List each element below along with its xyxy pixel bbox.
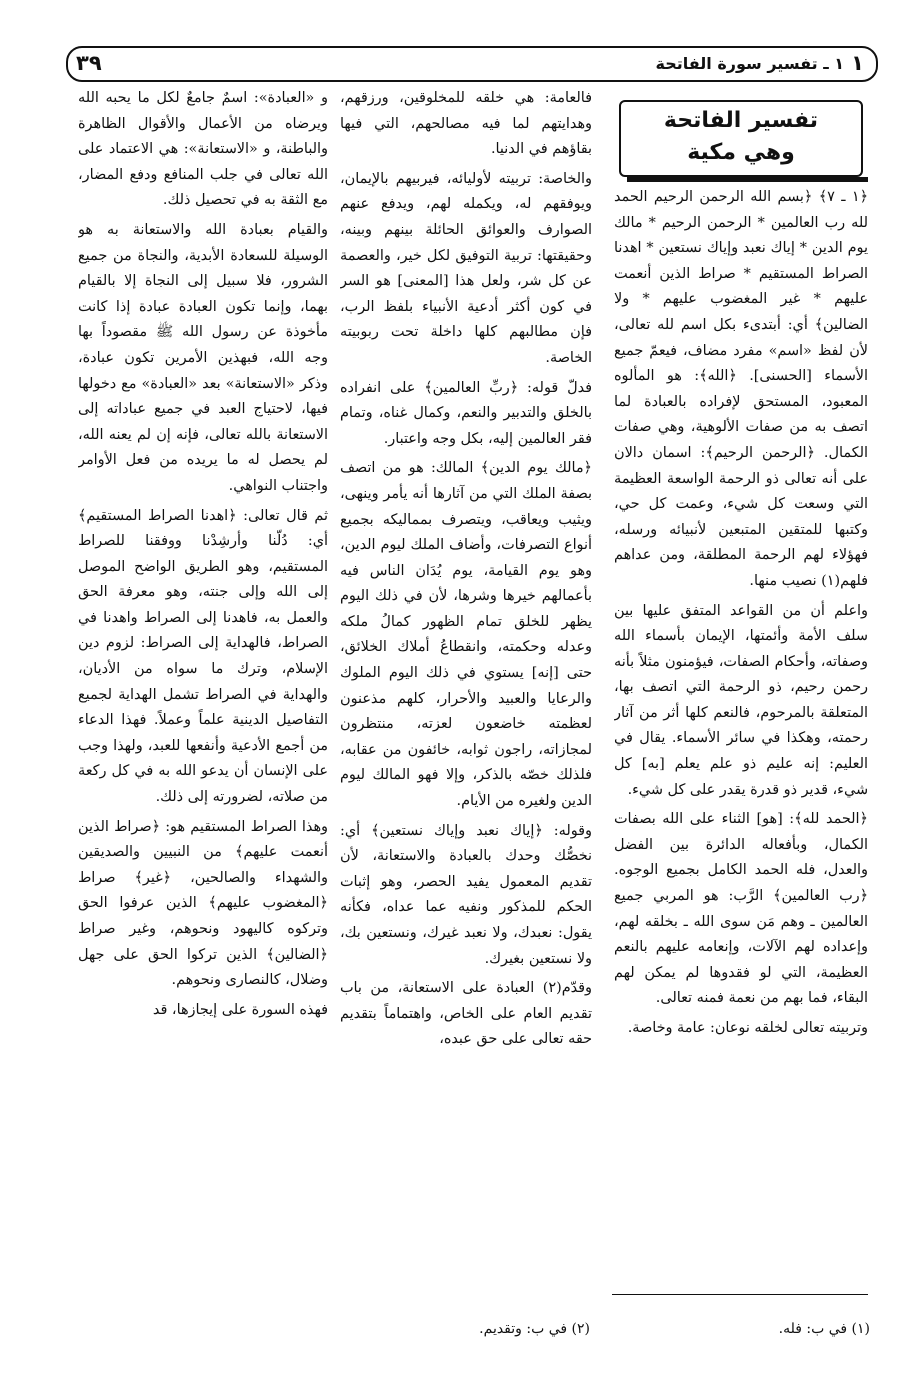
right-column xyxy=(614,94,868,1294)
paragraph: والخاصة: تربيته لأوليائه، فيربيهم بالإيمان، ويوفقهم له، ويكمله لهم، ويدفع عنهم الصوارف والعوائق الحائلة بينهم وبينه، وحقيقتها: تربية التوفيق لكل خير، والعصمة عن كل شر، ولعل هذا [المعنى] هو السر في كون أكثر أدعية الأنبياء بلفظ الرب، فإن مطالبهم كلها داخلة تحت ربوبيته الخاصة. xyxy=(340,170,592,366)
paragraph: ﴿مالك يوم الدين﴾ المالك: هو من اتصف بصفة الملك التي من آثارها أنه يأمر وينهى، ويثيب ويعاقب، ويتصرف بمماليكه بجميع أنواع التصرفات، وأضاف الملك ليوم الدين، وهو يوم القيامة، يوم يُدَان الناس فيه بأعمالهم خيرها وشرها، لأن في ذلك اليوم يظهر للخلق تمام الظهور كمالُ ملكه وعدله وحكمته، وانقطاعُ أملاك الخلائق، حتى [إنه] يستوي في ذلك اليوم الملوك والرعايا والعبيد والأحرار، كلهم مذعنون لعظمته خاضعون لعزته، منتظرون لمجازاته، راجون ثوابه، خائفون من عقابه، فلذلك خصّه بالذكر، وإلا فهو المالك ليوم الدين ولغيره من الأيام. xyxy=(340,460,592,810)
running-header xyxy=(66,46,878,82)
footnote-divider xyxy=(612,1294,868,1295)
paragraph: ﴿١ ـ ٧﴾ ﴿بسم الله الرحمن الرحيم الحمد لله رب العالمين * الرحمن الرحيم * مالك يوم الدين * إياك نعبد وإياك نستعين * اهدنا الصراط المستقيم * صراط الذين أنعمت عليهم * غير المغضوب عليهم * ولا الضالين﴾ أي: أبتدىء بكل اسم لله تعالى، لأن لفظ «اسم» مفرد مضاف، فيعمّ جميع الأسماء [الحسنى]. ﴿الله﴾: هو المألوه المعبود، المستحق لإفراده بالعبادة لما اتصف به من صفات الألوهية، وهي صفات الكمال. ﴿الرحمن الرحيم﴾: اسمان دالان على أنه تعالى ذو الرحمة الواسعة العظيمة التي وسعت كل شيء، وعمت كل حي، وكتبها للمتقين المتبعين لأنبيائه ورسله، فهؤلاء لهم الرحمة المطلقة، ومن عداهم فلهم(١) نصيب منها. xyxy=(614,189,868,589)
paragraph: وتربيته تعالى لخلقه نوعان: عامة وخاصة. xyxy=(627,1020,868,1036)
paragraph: فالعامة: هي خلقه للمخلوقين، ورزقهم، وهدايتهم لما فيه مصالحهم، التي فيها بقاؤهم في الدنيا. xyxy=(340,90,592,158)
page-number: ٣٩ xyxy=(76,51,102,75)
paragraph: ﴿الحمد لله﴾: [هو] الثناء على الله بصفات الكمال، وبأفعاله الدائرة بين الفضل والعدل، فله الحمد الكامل بجميع الوجوه. ﴿رب العالمين﴾ الرَّب: هو المربي جميع العالمين ـ وهم مَن سوى الله ـ بخلقه لهم، وإعداده لهم الآلات، وإنعامه عليهم بالنعم العظيمة، التي لو فقدوها لم يمكن لهم البقاء، فما بهم من نعمة فمنه تعالى. xyxy=(614,811,868,1007)
footnote-1: (١) في ب: فله. xyxy=(778,1321,870,1337)
chapter-number: ١ xyxy=(851,51,864,75)
surah-title: تفسير الفاتحة xyxy=(663,108,819,133)
chapter-title: ١ ـ تفسير سورة الفاتحة xyxy=(655,54,844,73)
paragraph: واعلم أن من القواعد المتفق عليها بين سلف الأمة وأئمتها، الإيمان بأسماء الله وصفاته، وأحكام الصفات، فيؤمنون مثلاً بأنه رحمن رحيم، ذو الرحمة التي اتصف بها، المتعلقة بالمرحوم، فالنعم كلها أثر من آثار رحمته، وهكذا في سائر الأسماء. يقال في العليم: إنه عليم ذو علم يعلم [به] كل شيء، قدير ذو قدرة يقدر على كل شيء. xyxy=(614,602,868,798)
paragraph: وقدّم(٢) العبادة على الاستعانة، من باب تقديم العام على الخاص، واهتماماً بتقديم حقه تعالى على حق عبده، xyxy=(340,980,592,1048)
footnote-2: (٢) في ب: وتقديم. xyxy=(479,1321,590,1337)
paragraph: ثم قال تعالى: ﴿اهدنا الصراط المستقيم﴾ أي: دُلّنا وأرشِدْنا ووفقنا للصراط المستقيم، وهو الطريق الواضح الموصل إلى الله وإلى جنته، وهو معرفة الحق والعمل به، فاهدنا إلى الصراط واهدنا في الصراط، فالهداية إلى الصراط: لزوم دين الإسلام، وترك ما سواه من الأديان، والهداية في الصراط تشمل الهداية لجميع التفاصيل الدينية علماً وعملاً. فهذا الدعاء من أجمع الأدعية وأنفعها للعبد، ولهذا وجب على الإنسان أن يدعو الله به في كل ركعة من صلاته، لضرورته إلى ذلك. xyxy=(78,507,328,806)
middle-column xyxy=(340,86,592,1286)
paragraph: فدلّ قوله: ﴿ربِّ العالمين﴾ على انفراده بالخلق والتدبير والنعم، وكمال غناه، وتمام فقر العالمين إليه، بكل وجه واعتبار. xyxy=(340,379,592,447)
surah-title-box xyxy=(619,100,863,177)
paragraph: فهذه السورة على إيجازها، قد xyxy=(152,1001,328,1018)
paragraph: و «العبادة»: اسمٌ جامعٌ لكل ما يحبه الله ويرضاه من الأعمال والأقوال الظاهرة والباطنة، و «الاستعانة»: هي الاعتماد على الله تعالى في جلب المنافع ودفع المضار، مع الثقة به في تحصيل ذلك. xyxy=(78,90,328,209)
paragraph: والقيام بعبادة الله والاستعانة به هو الوسيلة للسعادة الأبدية، والنجاة من جميع الشرور، فلا سبيل إلى النجاة إلا بالقيام بهما، وإنما تكون العبادة عبادة إذا كانت مأخوذة عن رسول الله ﷺ مقصوداً بها وجه الله، فبهذين الأمرين تكون عبادة، وذكر «الاستعانة» بعد «العبادة» مع دخولها فيها، لاحتياج العبد في جميع عباداته إلى الاستعانة بالله تعالى، فإنه إن لم يعنه الله، لم يحصل له ما يريده من فعل الأوامر واجتناب النواهي. xyxy=(78,221,328,494)
paragraph: وهذا الصراط المستقيم هو: ﴿صراط الذين أنعمت عليهم﴾ من النبيين والصديقين والشهداء والصالحين، ﴿غير﴾ صراط ﴿المغضوب عليهم﴾ الذين عرفوا الحق وتركوه كاليهود ونحوهم، وغير صراط ﴿الضالين﴾ الذين تركوا الحق على جهل وضلال، كالنصارى ونحوهم. xyxy=(78,818,328,989)
paragraph: وقوله: ﴿إياك نعبد وإياك نستعين﴾ أي: نخصُّك وحدك بالعبادة والاستعانة، لأن تقديم المعمول يفيد الحصر، وهو إثبات الحكم للمذكور ونفيه عما عداه، فكأنه يقول: نعبدك، ولا نعبد غيرك، ونستعين بك، ولا نستعين بغيرك. xyxy=(340,822,592,967)
left-column xyxy=(78,86,328,1286)
surah-subtitle: وهي مكية xyxy=(687,140,795,165)
